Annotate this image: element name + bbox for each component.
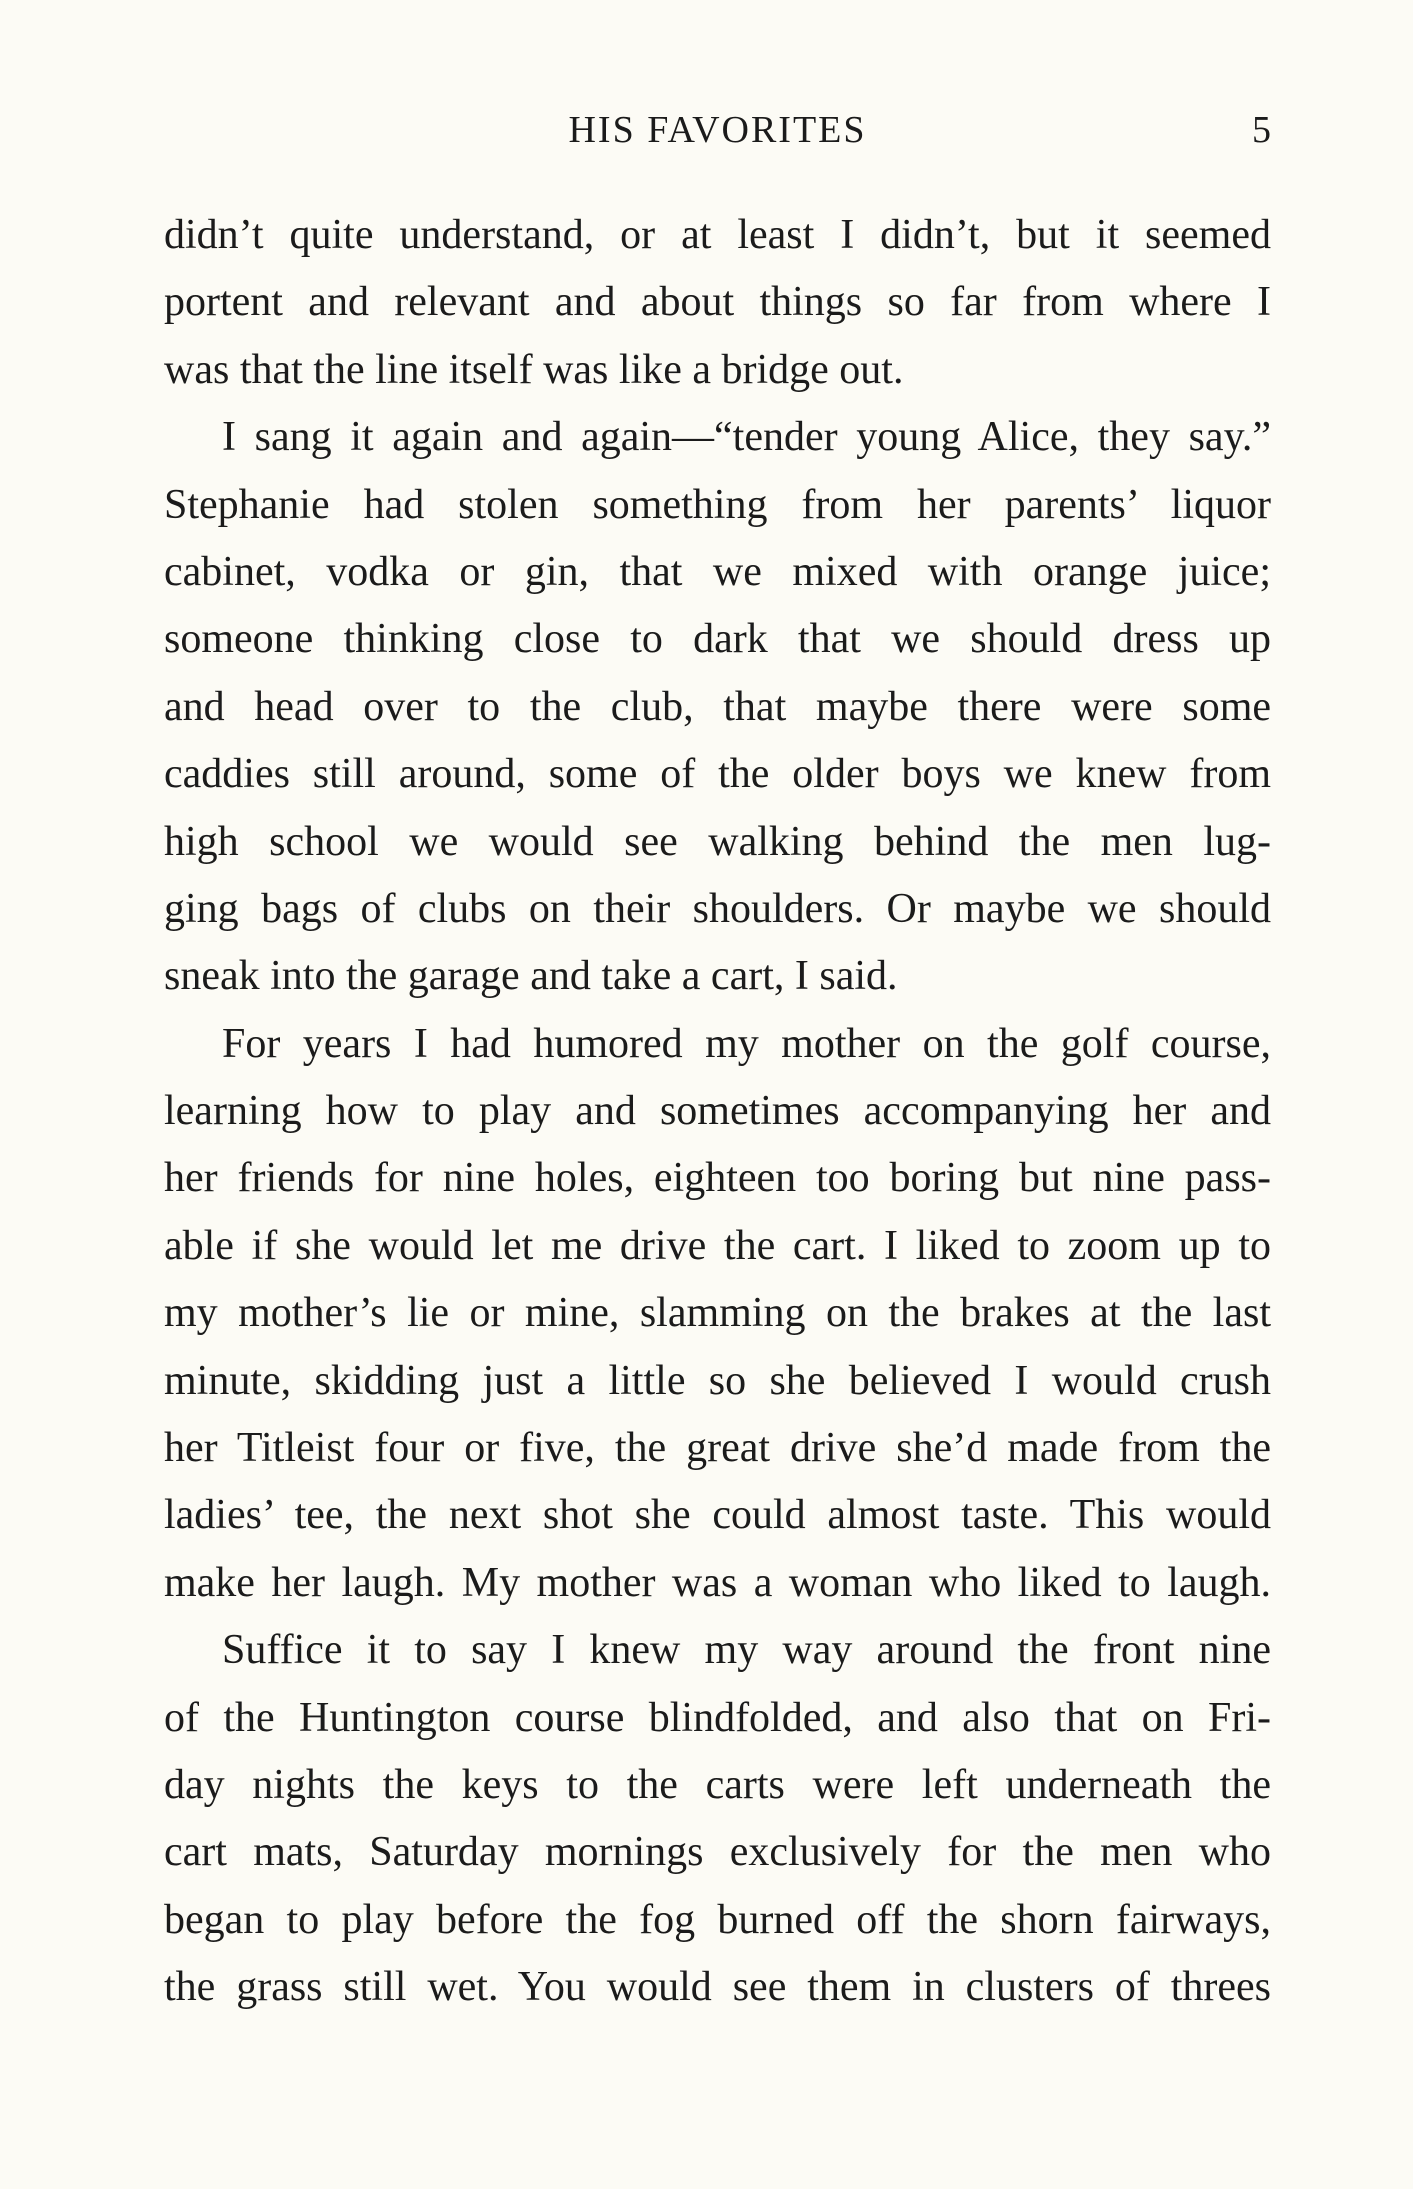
text-line: began to play before the fog burned off the shorn fairways, [164, 1896, 1271, 1943]
body-text [164, 202, 1271, 2022]
text-line: Suffice it to say I knew my way around the front nine [222, 1627, 1271, 1674]
text-line: Stephanie had stolen something from her parents’ liquor [164, 481, 1271, 528]
running-head: HIS FAVORITES [568, 109, 867, 151]
text-line: sneak into the garage and take a cart, I said. [164, 953, 898, 1000]
text-line: day nights the keys to the carts were left underneath the [164, 1761, 1271, 1808]
text-line: caddies still around, some of the older boys we knew from [164, 751, 1271, 798]
text-line: For years I had humored my mother on the golf course, [222, 1020, 1271, 1067]
text-line: I sang it again and again—“tender young Alice, they say.” [222, 414, 1271, 461]
text-line: high school we would see walking behind the men lug- [164, 818, 1271, 865]
text-line: cart mats, Saturday mornings exclusively for the men who [164, 1829, 1271, 1876]
text-line: ladies’ tee, the next shot she could almost taste. This would [164, 1492, 1271, 1539]
text-line: make her laugh. My mother was a woman who liked to laugh. [164, 1559, 1271, 1606]
text-line: and head over to the club, that maybe there were some [164, 683, 1271, 730]
text-line: was that the line itself was like a bridge out. [164, 346, 904, 393]
text-line: her Titleist four or five, the great drive she’d made from the [164, 1425, 1271, 1472]
text-line: of the Huntington course blindfolded, and also that on Fri- [164, 1694, 1271, 1741]
page-number: 5 [1252, 109, 1271, 151]
page-header [164, 106, 1271, 154]
text-line: portent and relevant and about things so far from where I [164, 279, 1271, 326]
text-line: the grass still wet. You would see them in clusters of threes [164, 1964, 1271, 2011]
text-line: didn’t quite understand, or at least I didn’t, but it seemed [164, 212, 1271, 258]
text-line: able if she would let me drive the cart. I liked to zoom up to [164, 1222, 1271, 1269]
text-line: minute, skidding just a little so she believed I would crush [164, 1357, 1271, 1404]
text-line: cabinet, vodka or gin, that we mixed with orange juice; [164, 548, 1271, 595]
text-line: learning how to play and sometimes accompanying her and [164, 1088, 1271, 1135]
text-line: my mother’s lie or mine, slamming on the brakes at the last [164, 1290, 1271, 1337]
text-line: someone thinking close to dark that we should dress up [164, 616, 1271, 663]
text-line: ging bags of clubs on their shoulders. Or maybe we should [164, 885, 1271, 932]
text-line: her friends for nine holes, eighteen too boring but nine pass- [164, 1155, 1271, 1202]
